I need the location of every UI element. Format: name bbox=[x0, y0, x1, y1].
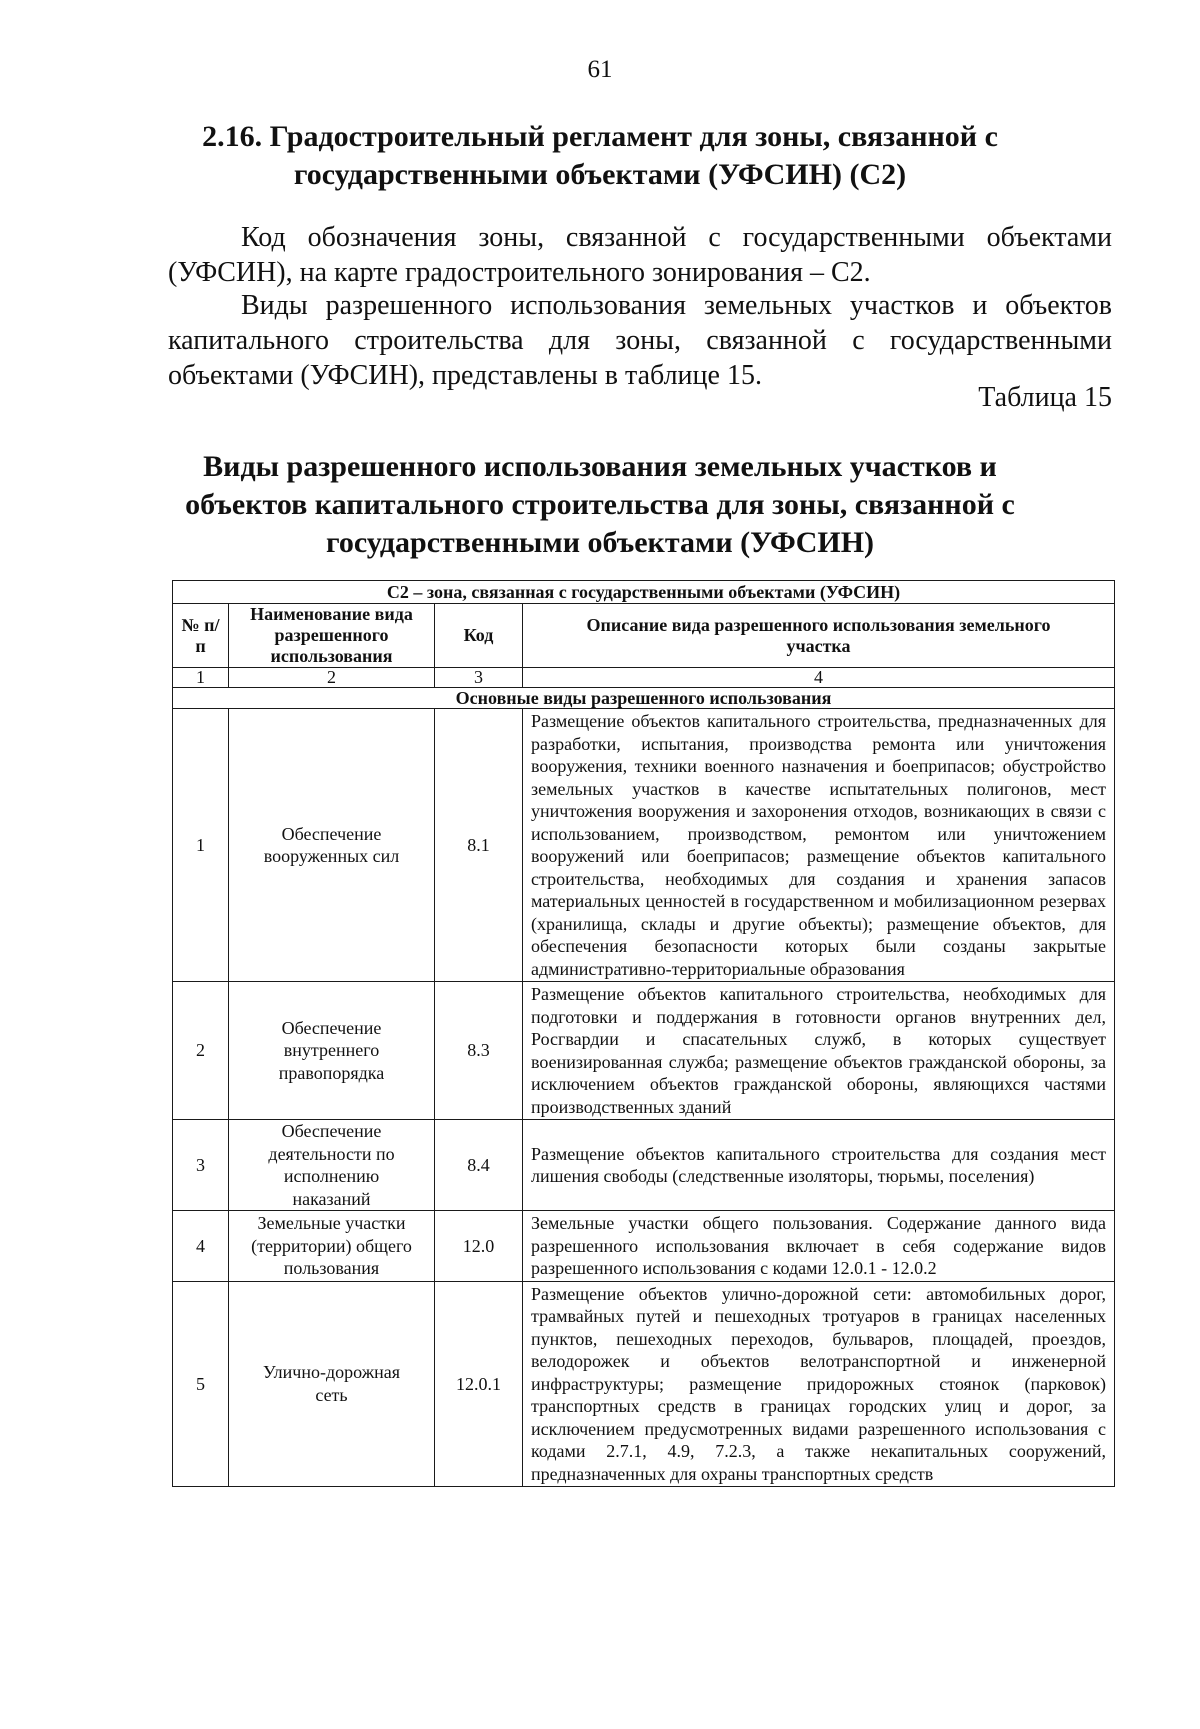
col-number: 3 bbox=[435, 668, 523, 688]
paragraph-permitted-uses bbox=[168, 288, 1112, 393]
row-name: Обеспечение вооруженных сил bbox=[229, 709, 435, 982]
paragraph-permitted-uses-rest: объектами (УФСИН), представлены в таблице 15. bbox=[168, 360, 762, 391]
row-code: 8.4 bbox=[435, 1120, 523, 1211]
row-code: 8.3 bbox=[435, 982, 523, 1120]
paragraph-permitted-uses-line1: Виды разрешенного использования земельных участков и объектов bbox=[241, 290, 1112, 321]
row-description: Размещение объектов улично-дорожной сети: автомобильных дорог, трамвайных путей и пешеходных тротуаров в границах населенных пунктов, пешеходных переходов, бульваров, площадей, проездов, велодорожек и объектов велотранспортной и инженерной инфраструктуры; размещение придорожных стоянок (парковок) транспортных средств в границах городских улиц и дорог, за исключением предусмотренных видами разрешенного использования с кодами 2.7.1, 4.9, 7.2.3, а также некапитальных сооружений, предназначенных для охраны транспортных средств bbox=[523, 1281, 1115, 1487]
col-header-code: Код bbox=[435, 604, 523, 668]
table-label: Таблица 15 bbox=[978, 382, 1112, 413]
row-num: 4 bbox=[173, 1211, 229, 1282]
group-title: Основные виды разрешенного использования bbox=[173, 688, 1115, 709]
col-header-num: № п/п bbox=[173, 604, 229, 668]
column-number-row bbox=[173, 668, 1115, 688]
row-name: Обеспечение деятельности по исполнению наказаний bbox=[229, 1120, 435, 1211]
permitted-uses-table bbox=[172, 580, 1115, 1487]
paragraph-permitted-uses-line2: капитального строительства для зоны, связанной с государственными bbox=[168, 325, 1112, 356]
col-header-name: Наименование вида разрешенного использования bbox=[229, 604, 435, 668]
row-code: 12.0.1 bbox=[435, 1281, 523, 1487]
row-description: Размещение объектов капитального строительства для создания мест лишения свободы (следственные изоляторы, тюрьмы, поселения) bbox=[523, 1120, 1115, 1211]
table-row bbox=[173, 982, 1115, 1120]
column-header-row bbox=[173, 604, 1115, 668]
table-row bbox=[173, 709, 1115, 982]
row-description: Размещение объектов капитального строительства, необходимых для подготовки и поддержания в готовности органов внутренних дел, Росгвардии и спасательных служб, в которых существует военизированная служба; размещение объектов гражданской обороны, за исключением объектов гражданской обороны, являющихся частями производственных зданий bbox=[523, 982, 1115, 1120]
table-row bbox=[173, 1281, 1115, 1487]
table-title: Виды разрешенного использования земельных участков и объектов капитального строительства для зоны, связанной с государственными объектами (УФСИН) bbox=[185, 450, 1015, 559]
row-num: 2 bbox=[173, 982, 229, 1120]
paragraph-zone-code-line1: Код обозначения зоны, связанной с государственными объектами bbox=[241, 222, 1112, 253]
group-header-row bbox=[173, 688, 1115, 709]
section-title: 2.16. Градостроительный регламент для зоны, связанной с государственными объектами (УФСИН) (С2) bbox=[202, 120, 998, 191]
row-num: 1 bbox=[173, 709, 229, 982]
page-number: 61 bbox=[587, 56, 613, 83]
col-number: 4 bbox=[523, 668, 1115, 688]
row-num: 5 bbox=[173, 1281, 229, 1487]
zone-header-row bbox=[173, 581, 1115, 604]
table-row bbox=[173, 1211, 1115, 1282]
zone-header: С2 – зона, связанная с государственными объектами (УФСИН) bbox=[173, 581, 1115, 604]
row-code: 12.0 bbox=[435, 1211, 523, 1282]
col-header-description: Описание вида разрешенного использования земельного участка bbox=[523, 604, 1115, 668]
table-row bbox=[173, 1120, 1115, 1211]
col-number: 1 bbox=[173, 668, 229, 688]
row-description: Размещение объектов капитального строительства, предназначенных для разработки, испытания, производства ремонта или уничтожения вооружения, техники военного назначения и боеприпасов; обустройство земельных участков в качестве испытательных полигонов, мест уничтожения вооружения и захоронения отходов, возникающих в связи с использованием, производством, ремонтом или уничтожением вооружений или боеприпасов; размещение объектов капитального строительства, необходимых для создания и хранения запасов материальных ценностей в государственном и мобилизационном резервах (хранилища, склады и другие объекты); размещение объектов, для обеспечения безопасности которых были созданы закрытые административно-территориальные образования bbox=[523, 709, 1115, 982]
paragraph-zone-code bbox=[168, 220, 1112, 290]
row-code: 8.1 bbox=[435, 709, 523, 982]
row-num: 3 bbox=[173, 1120, 229, 1211]
row-name: Земельные участки (территории) общего пользования bbox=[229, 1211, 435, 1282]
row-name: Обеспечение внутреннего правопорядка bbox=[229, 982, 435, 1120]
col-number: 2 bbox=[229, 668, 435, 688]
row-description: Земельные участки общего пользования. Содержание данного вида разрешенного использования включает в себя содержание видов разрешенного использования с кодами 12.0.1 - 12.0.2 bbox=[523, 1211, 1115, 1282]
paragraph-zone-code-rest: (УФСИН), на карте градостроительного зонирования – С2. bbox=[168, 257, 871, 288]
row-name: Улично-дорожная сеть bbox=[229, 1281, 435, 1487]
